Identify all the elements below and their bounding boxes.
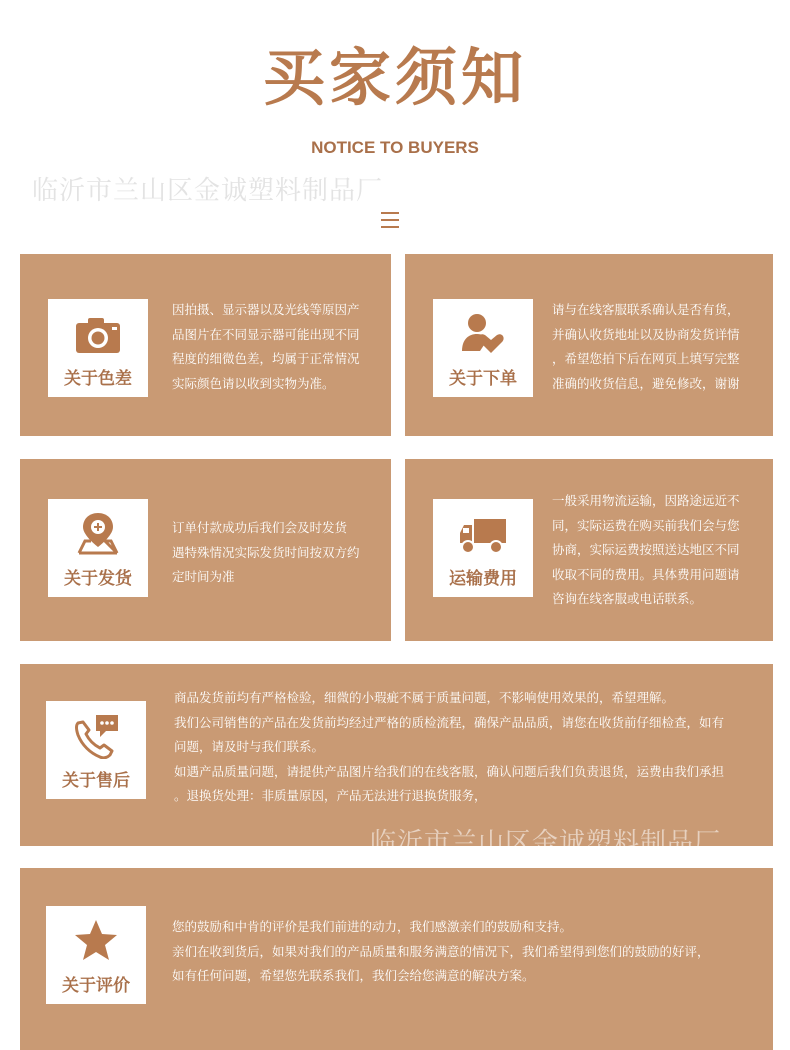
badge-color-difference: [48, 299, 148, 397]
text-line: 如有任何问题，希望您先联系我们，我们会给您满意的解决方案。: [172, 968, 535, 983]
badge-label: 关于售后: [62, 771, 130, 791]
card-text: [552, 489, 768, 612]
badge-label: 运输费用: [449, 569, 517, 589]
card-ordering: [405, 254, 773, 436]
text-line: 遇特殊情况实际发货时间按双方约: [172, 544, 360, 560]
location-pin-icon: [75, 511, 121, 555]
text-line: 因拍摄、显示器以及光线等原因产: [172, 302, 360, 317]
card-shipping: [20, 459, 391, 641]
badge-label: 关于色差: [64, 369, 132, 389]
badge-shipping: [48, 499, 148, 597]
text-line: ，希望您拍下后在网页上填写完整: [552, 351, 740, 366]
watermark-bottom: 临沂市兰山区金诚塑料制品厂: [370, 828, 722, 858]
card-text: [172, 915, 768, 989]
text-line: 如遇产品质量问题，请提供产品图片给我们的在线客服，确认问题后我们负责退货，运费由我们承担: [174, 763, 725, 779]
badge-ordering: [433, 299, 533, 397]
text-line: 一般采用物流运输，因路途远近不: [552, 493, 740, 508]
card-after-sales: [20, 664, 773, 846]
text-line: 协商，实际运费按照送达地区不同: [552, 542, 740, 557]
page-subtitle: NOTICE TO BUYERS: [311, 138, 479, 157]
text-line: 收取不同的费用。具体费用问题请: [552, 566, 740, 582]
menu-lines-icon: [381, 212, 399, 234]
text-line: 请与在线客服联系确认是否有货，: [552, 302, 740, 317]
card-reviews: [20, 868, 773, 1050]
text-line: 品图片在不同显示器可能出现不同: [172, 326, 360, 342]
card-color-difference: [20, 254, 391, 436]
card-text: [172, 298, 384, 396]
text-line: 我们公司销售的产品在发货前均经过严格的质检流程，确保产品品质，请您在收货前仔细检查，如有: [174, 714, 725, 730]
card-text: [174, 686, 768, 809]
badge-after-sales: [46, 701, 146, 799]
badge-reviews: [46, 906, 146, 1004]
text-line: 订单付款成功后我们会及时发货: [172, 520, 348, 535]
text-line: 准确的收货信息，避免修改，谢谢: [552, 375, 740, 391]
text-line: 同，实际运费在购买前我们会与您: [552, 517, 740, 533]
card-text: [172, 516, 384, 590]
card-freight: [405, 459, 773, 641]
text-line: 咨询在线客服或电话联系。: [552, 591, 703, 606]
user-heart-icon: [460, 311, 506, 357]
watermark-top: 临沂市兰山区金诚塑料制品厂: [32, 176, 384, 206]
badge-freight: [433, 499, 533, 597]
text-line: 商品发货前均有严格检验，细微的小瑕疵不属于质量问题，不影响使用效果的，希望理解。: [174, 690, 675, 705]
page-title: 买家须知: [262, 41, 527, 114]
text-line: 实际颜色请以收到实物为准。: [172, 375, 335, 391]
text-line: 亲们在收到货后，如果对我们的产品质量和服务满意的情况下，我们希望得到您们的鼓励的好评，: [172, 943, 710, 959]
text-line: 您的鼓励和中肯的评价是我们前进的动力，我们感激亲们的鼓励和支持。: [172, 919, 573, 934]
text-line: 问题，请及时与我们联系。: [174, 739, 325, 754]
text-line: 定时间为准: [172, 569, 235, 584]
text-line: 。退换货处理：非质量原因，产品无法进行退换货服务，: [174, 788, 487, 803]
text-line: 程度的细微色差，均属于正常情况: [172, 351, 360, 366]
badge-label: 关于评价: [62, 976, 130, 996]
text-line: 并确认收货地址以及协商发货详情: [552, 326, 740, 342]
card-text: [552, 298, 768, 396]
badge-label: 关于发货: [64, 569, 132, 589]
star-icon: [73, 918, 119, 962]
badge-label: 关于下单: [449, 369, 517, 389]
camera-icon: [74, 315, 122, 355]
truck-icon: [458, 517, 508, 555]
phone-chat-icon: [72, 713, 120, 759]
